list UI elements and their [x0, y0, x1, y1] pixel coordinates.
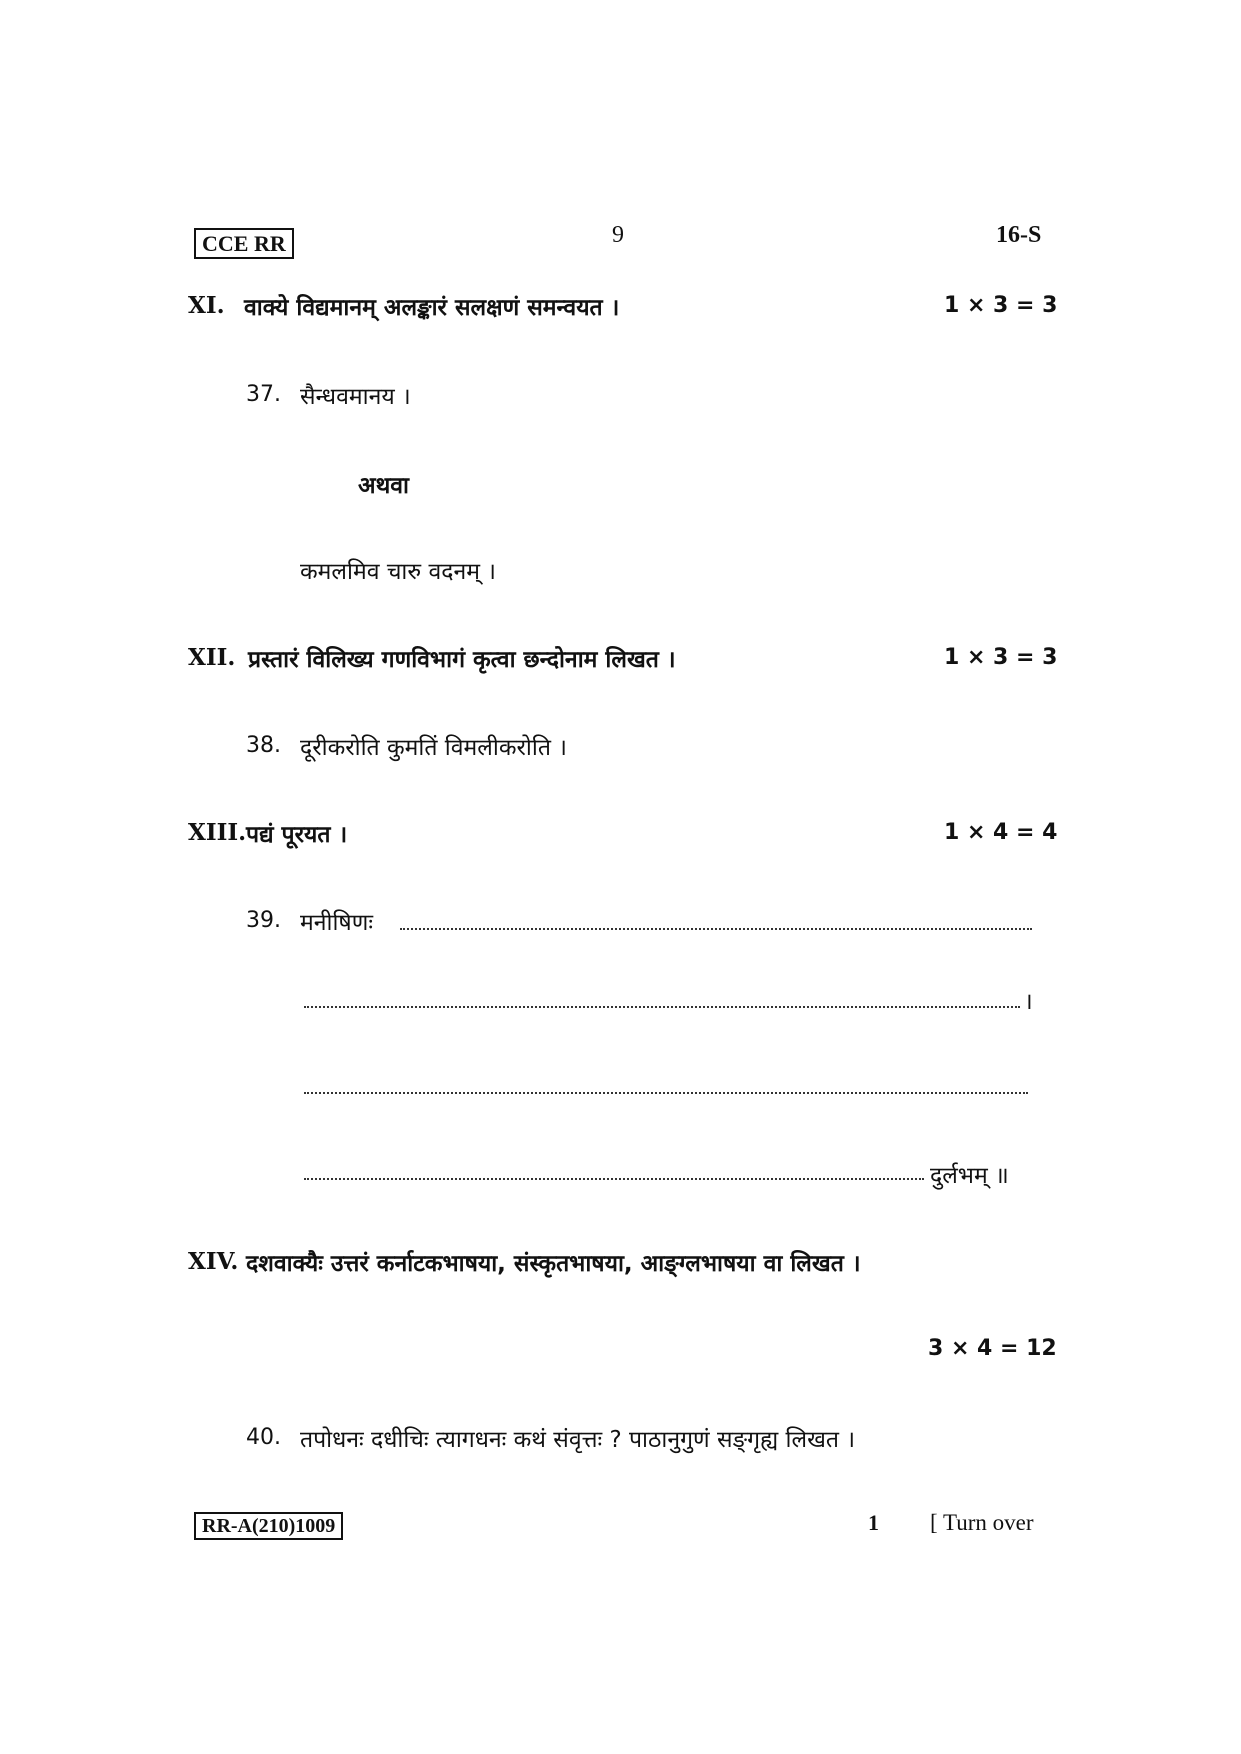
question-39-number: 39.	[246, 908, 281, 933]
question-38-text: दूरीकरोति कुमतिं विमलीकरोति ।	[300, 735, 567, 761]
turn-over-label: [ Turn over	[930, 1510, 1034, 1535]
footer-number: 1	[868, 1510, 879, 1535]
header-code-box: CCE RR	[194, 228, 294, 259]
section-xiii-instruction: पद्यं पूरयत ।	[246, 822, 348, 848]
verse-line-3-blank	[304, 1092, 1028, 1094]
question-39-start: मनीषिणः	[300, 910, 374, 936]
question-37-number: 37.	[246, 382, 281, 407]
question-40-text: तपोधनः दधीचिः त्यागधनः कथं संवृत्तः ? पाठानुगुणं सङ्गृह्य लिखत ।	[300, 1427, 856, 1453]
page-number: 9	[612, 222, 624, 248]
section-xiv-instruction: दशवाक्यैः उत्तरं कर्नाटकभाषया, संस्कृतभाषया, आङ्ग्लभाषया वा लिखत ।	[246, 1251, 861, 1277]
paper-code: 16-S	[996, 222, 1042, 248]
section-xi-instruction: वाक्ये विद्यमानम् अलङ्कारं सलक्षणं समन्वयत ।	[244, 295, 620, 321]
section-xiii-number: XIII.	[188, 819, 247, 846]
section-xiii-marks: 1 × 4 = 4	[944, 820, 1058, 845]
verse-line-2-end: ।	[1024, 989, 1033, 1015]
verse-line-1-blank	[400, 928, 1032, 930]
section-xii-instruction: प्रस्तारं विलिख्य गणविभागं कृत्वा छन्दोनाम लिखत ।	[248, 647, 676, 673]
question-37-alternative-text: कमलमिव चारु वदनम् ।	[300, 559, 496, 585]
section-xiv-marks: 3 × 4 = 12	[928, 1336, 1057, 1361]
verse-line-4-end: दुर्लभम् ॥	[930, 1163, 1009, 1189]
section-xii-number: XII.	[188, 644, 236, 671]
question-40-number: 40.	[246, 1425, 281, 1450]
section-xiv-number: XIV.	[188, 1248, 239, 1275]
question-38-number: 38.	[246, 733, 281, 758]
footer-code-box: RR-A(210)1009	[194, 1512, 343, 1540]
section-xi-number: XI.	[188, 292, 225, 319]
question-37-text: सैन्धवमानय ।	[300, 384, 411, 410]
or-label: अथवा	[358, 473, 410, 499]
verse-line-4-blank	[304, 1178, 924, 1180]
section-xii-marks: 1 × 3 = 3	[944, 645, 1058, 670]
verse-line-2-blank	[304, 1006, 1020, 1008]
section-xi-marks: 1 × 3 = 3	[944, 293, 1058, 318]
